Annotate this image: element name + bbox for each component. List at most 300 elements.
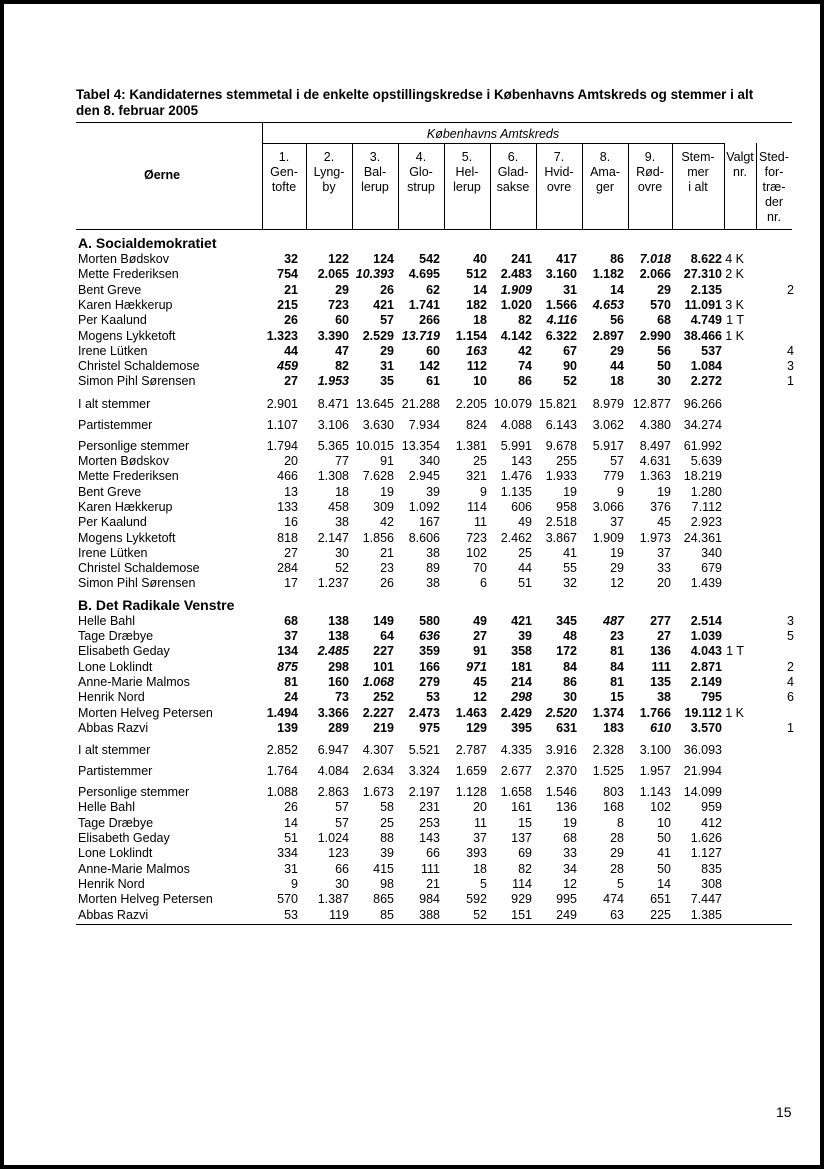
cell-col-2: 3.390 (317, 328, 349, 343)
cell-col-4: 388 (419, 907, 440, 922)
cell-col-7: 33 (563, 846, 577, 861)
cell-col-6: 2.462 (500, 530, 532, 545)
header-bottom-rule (76, 229, 792, 230)
cell-col-2: 2.863 (317, 785, 349, 800)
cell-col-9: 20 (657, 576, 671, 591)
cell-col-7: 172 (556, 644, 577, 659)
cell-col-4: 279 (419, 674, 440, 689)
cell-col-10: 36.093 (683, 743, 722, 758)
cell-col-4: 89 (426, 561, 440, 576)
cell-col-4: 340 (419, 454, 440, 468)
candidate-row (4, 675, 820, 690)
cell-col-2: 2.147 (317, 530, 349, 545)
cell-col-12: 3 (787, 613, 794, 628)
cell-col-10: 61.992 (683, 438, 722, 453)
cell-col-12: 2 (787, 282, 794, 297)
row-label: Simon Pihl Sørensen (78, 576, 196, 591)
cell-col-8: 1.182 (592, 267, 624, 282)
personal-votes-row (4, 546, 820, 561)
cell-col-2: 3.366 (317, 705, 349, 720)
row-label: Helle Bahl (78, 613, 135, 628)
cell-col-10: 2.871 (690, 659, 722, 674)
personal-votes-row (4, 892, 820, 907)
cell-col-1: 875 (277, 659, 298, 674)
cell-col-10: 96.266 (683, 396, 722, 411)
table-bottom-rule (76, 924, 792, 925)
cell-col-3: 252 (373, 690, 394, 705)
cell-col-10: 308 (701, 876, 722, 891)
row-label: Mette Frederiksen (78, 469, 179, 484)
cell-col-2: 138 (328, 629, 349, 643)
column-header-7: ovre (546, 180, 572, 194)
cell-col-7: 31 (563, 282, 577, 297)
cell-col-7: 41 (563, 545, 577, 560)
cell-col-8: 18 (610, 374, 624, 389)
cell-col-8: 29 (610, 343, 624, 358)
party-votes-row (4, 418, 820, 433)
cell-col-4: 542 (419, 252, 440, 266)
cell-col-9: 14 (657, 876, 671, 891)
cell-col-2: 52 (335, 561, 349, 576)
cell-col-1: 466 (277, 469, 298, 484)
cell-col-8: 2.897 (592, 328, 624, 343)
cell-col-1: 81 (284, 674, 298, 689)
cell-col-7: 52 (563, 374, 577, 389)
cell-col-10: 2.135 (690, 282, 722, 297)
row-label: Helle Bahl (78, 800, 135, 815)
cell-col-10: 835 (701, 861, 722, 876)
cell-col-1: 14 (284, 815, 298, 830)
column-header-11: Valgt (726, 150, 754, 164)
row-label-header: Øerne (144, 168, 181, 182)
cell-col-5: 5 (480, 876, 487, 891)
cell-col-1: 133 (277, 499, 298, 514)
cell-col-9: 19 (657, 484, 671, 499)
cell-col-4: 5.521 (408, 743, 440, 758)
cell-col-9: 2.066 (639, 267, 671, 282)
column-header-7: 7. (553, 150, 565, 164)
cell-col-7: 3.160 (545, 267, 577, 282)
column-header-7: Hvid- (544, 165, 574, 179)
cell-col-6: 1.909 (500, 282, 532, 297)
cell-col-6: 2.483 (500, 267, 532, 282)
cell-col-4: 62 (426, 282, 440, 297)
page-number: 15 (776, 1104, 792, 1120)
cell-col-5: 27 (473, 629, 487, 643)
cell-col-8: 23 (610, 629, 624, 643)
cell-col-10: 27.310 (683, 267, 722, 282)
cell-col-10: 1.127 (690, 846, 722, 861)
cell-col-1: 24 (284, 690, 298, 705)
cell-col-10: 21.994 (683, 764, 722, 779)
row-label: I alt stemmer (78, 743, 151, 758)
cell-col-5: 112 (466, 359, 487, 374)
cell-col-11: 3 K (725, 297, 744, 312)
cell-col-1: 1.494 (266, 705, 298, 720)
cell-col-4: 111 (420, 861, 440, 876)
column-header-4: strup (407, 180, 435, 194)
cell-col-7: 1.566 (545, 297, 577, 312)
cell-col-2: 2.065 (317, 267, 349, 282)
cell-col-7: 2.370 (545, 764, 577, 779)
cell-col-11: 1 T (726, 644, 744, 659)
cell-col-9: 41 (657, 846, 671, 861)
cell-col-8: 803 (603, 785, 624, 800)
cell-col-5: 1.128 (455, 785, 487, 800)
cell-col-7: 67 (563, 343, 577, 358)
row-label: Anne-Marie Malmos (78, 674, 190, 689)
column-header-8: ger (595, 180, 615, 194)
cell-col-1: 570 (277, 892, 298, 907)
cell-col-4: 166 (419, 659, 440, 674)
cell-col-2: 8.471 (317, 396, 349, 411)
cell-col-8: 8 (617, 815, 624, 830)
cell-col-12: 2 (787, 659, 794, 674)
cell-col-3: 13.645 (355, 396, 394, 411)
cell-col-3: 421 (373, 297, 394, 312)
cell-col-7: 12 (563, 876, 577, 891)
cell-col-3: 124 (373, 252, 394, 266)
cell-col-12: 1 (787, 720, 794, 735)
cell-col-10: 38.466 (683, 328, 722, 343)
column-header-3: lerup (361, 180, 389, 194)
cell-col-6: 181 (511, 659, 532, 674)
cell-col-2: 82 (335, 359, 349, 374)
cell-col-7: 249 (556, 907, 577, 922)
cell-col-10: 1.385 (690, 907, 722, 922)
cell-col-5: 971 (466, 659, 487, 674)
header-top-rule (76, 122, 792, 123)
cell-col-3: 25 (380, 815, 394, 830)
cell-col-9: 38 (657, 690, 671, 705)
cell-col-8: 1.374 (592, 705, 624, 720)
personal-votes-row (4, 561, 820, 576)
cell-col-10: 1.280 (690, 484, 722, 499)
cell-col-9: 33 (657, 561, 671, 576)
cell-col-7: 6.143 (545, 417, 577, 432)
row-label: Partistemmer (78, 417, 153, 432)
cell-col-10: 19.112 (684, 705, 722, 720)
row-label: Lone Loklindt (78, 846, 153, 861)
cell-col-1: 27 (284, 374, 298, 389)
cell-col-2: 458 (328, 499, 349, 514)
candidate-row (4, 629, 820, 644)
cell-col-6: 69 (518, 846, 532, 861)
cell-col-1: 139 (277, 720, 298, 735)
cell-col-5: 592 (466, 892, 487, 907)
cell-col-10: 2.514 (690, 613, 722, 628)
cell-col-9: 4.631 (639, 454, 671, 468)
cell-col-5: 723 (466, 530, 487, 545)
cell-col-8: 5.917 (592, 438, 624, 453)
personal-votes-row (4, 469, 820, 484)
cell-col-7: 995 (556, 892, 577, 907)
column-header-9: ovre (637, 180, 663, 194)
cell-col-8: 779 (603, 469, 624, 484)
cell-col-5: 11 (474, 515, 487, 530)
column-header-11: nr. (733, 165, 747, 179)
cell-col-7: 34 (563, 861, 577, 876)
cell-col-1: 31 (284, 861, 298, 876)
cell-col-3: 309 (373, 499, 394, 514)
cell-col-2: 138 (328, 613, 349, 628)
row-label: Elisabeth Geday (78, 831, 170, 845)
cell-col-9: 3.100 (639, 743, 671, 758)
cell-col-1: 1.764 (266, 764, 298, 779)
total-row (4, 397, 820, 412)
cell-col-4: 13.719 (401, 328, 440, 343)
row-label: Christel Schaldemose (78, 359, 200, 374)
cell-col-10: 34.274 (683, 417, 722, 432)
cell-col-8: 5 (617, 876, 624, 891)
cell-col-12: 4 (787, 343, 794, 358)
personal-votes-row (4, 576, 820, 591)
cell-col-9: 27 (657, 629, 671, 643)
cell-col-7: 90 (563, 359, 577, 374)
cell-col-10: 959 (701, 800, 722, 815)
cell-col-7: 19 (563, 484, 577, 499)
cell-col-5: 163 (466, 343, 487, 358)
cell-col-9: 1.957 (639, 764, 671, 779)
personal-votes-row (4, 862, 820, 877)
cell-col-7: 345 (556, 613, 577, 628)
column-header-4: 4. (415, 150, 427, 164)
cell-col-10: 5.639 (690, 454, 722, 468)
cell-col-5: 9 (480, 484, 487, 499)
column-header-9: Rød- (636, 165, 664, 179)
row-label: Morten Helveg Petersen (78, 705, 213, 720)
row-label: Abbas Razvi (78, 907, 149, 922)
cell-col-6: 2.429 (500, 705, 532, 720)
cell-col-6: 10.079 (493, 396, 532, 411)
column-header-10: mer (687, 165, 709, 179)
cell-col-4: 1.741 (408, 297, 440, 312)
cell-col-9: 277 (650, 613, 671, 628)
cell-col-3: 85 (380, 907, 394, 922)
party-votes-row (4, 764, 820, 779)
cell-col-8: 29 (610, 561, 624, 576)
cell-col-1: 68 (284, 613, 298, 628)
cell-col-1: 1.088 (266, 785, 298, 800)
personal-votes-row (4, 831, 820, 846)
row-label: Christel Schaldemose (78, 561, 200, 576)
candidate-row (4, 721, 820, 736)
cell-col-7: 4.116 (546, 313, 577, 328)
cell-col-3: 219 (373, 720, 394, 735)
cell-col-11: 4 K (725, 252, 744, 266)
cell-col-3: 865 (373, 892, 394, 907)
cell-col-12: 1 (787, 374, 794, 389)
candidate-row (4, 313, 820, 328)
cell-col-6: 42 (518, 343, 532, 358)
cell-col-3: 149 (373, 613, 394, 628)
personal-votes-row (4, 515, 820, 530)
cell-col-6: 74 (518, 359, 532, 374)
cell-col-9: 651 (650, 892, 671, 907)
column-header-2: 2. (323, 150, 335, 164)
cell-col-2: 1.308 (317, 469, 349, 484)
cell-col-1: 754 (277, 267, 298, 282)
cell-col-2: 4.084 (317, 764, 349, 779)
cell-col-2: 47 (335, 343, 349, 358)
cell-col-12: 4 (787, 674, 794, 689)
cell-col-3: 7.628 (362, 469, 394, 484)
cell-col-2: 73 (335, 690, 349, 705)
row-label: Morten Bødskov (78, 252, 170, 266)
cell-col-5: 18 (473, 313, 487, 328)
cell-col-4: 38 (426, 545, 440, 560)
cell-col-5: 129 (466, 720, 487, 735)
cell-col-10: 14.099 (683, 785, 722, 800)
cell-col-7: 6.322 (545, 328, 577, 343)
cell-col-4: 975 (419, 720, 440, 735)
cell-col-2: 289 (328, 720, 349, 735)
cell-col-3: 35 (380, 374, 394, 389)
cell-col-10: 24.361 (683, 530, 722, 545)
cell-col-10: 1.084 (690, 359, 722, 374)
cell-col-8: 4.653 (592, 297, 624, 312)
cell-col-7: 417 (556, 252, 577, 266)
cell-col-3: 1.673 (362, 785, 394, 800)
row-label: Anne-Marie Malmos (78, 861, 190, 876)
cell-col-9: 29 (657, 282, 671, 297)
cell-col-2: 29 (335, 282, 349, 297)
cell-col-8: 81 (610, 674, 624, 689)
row-label: Tage Dræbye (78, 815, 154, 830)
cell-col-9: 102 (650, 800, 671, 815)
cell-col-2: 66 (335, 861, 349, 876)
cell-col-6: 2.677 (500, 764, 532, 779)
cell-col-6: 606 (511, 499, 532, 514)
cell-col-10: 2.272 (690, 374, 722, 389)
cell-col-10: 412 (701, 815, 722, 830)
cell-col-8: 183 (603, 720, 624, 735)
cell-col-3: 39 (380, 846, 394, 861)
row-label: Abbas Razvi (78, 720, 149, 735)
row-label: Henrik Nord (78, 690, 145, 705)
cell-col-10: 4.749 (690, 313, 722, 328)
cell-col-12: 3 (787, 359, 794, 374)
cell-col-3: 10.393 (355, 267, 394, 282)
cell-col-12: 6 (787, 690, 794, 705)
cell-col-5: 37 (473, 831, 487, 845)
cell-col-7: 3.916 (545, 743, 577, 758)
cell-col-7: 19 (563, 815, 577, 830)
cell-col-3: 57 (380, 313, 394, 328)
cell-col-3: 227 (373, 644, 394, 659)
cell-col-9: 376 (650, 499, 671, 514)
cell-col-2: 6.947 (317, 743, 349, 758)
cell-col-7: 1.546 (545, 785, 577, 800)
row-label: Lone Loklindt (78, 659, 153, 674)
cell-col-9: 570 (650, 297, 671, 312)
cell-col-7: 255 (556, 454, 577, 468)
cell-col-4: 2.197 (408, 785, 440, 800)
cell-col-7: 86 (563, 674, 577, 689)
cell-col-6: 395 (511, 720, 532, 735)
cell-col-5: 25 (473, 454, 487, 468)
cell-col-8: 84 (610, 659, 624, 674)
cell-col-4: 13.354 (401, 438, 440, 453)
cell-col-8: 1.525 (592, 764, 624, 779)
cell-col-9: 45 (657, 515, 671, 530)
cell-col-8: 86 (610, 252, 624, 266)
candidate-row (4, 614, 820, 629)
cell-col-7: 3.867 (545, 530, 577, 545)
cell-col-10: 2.149 (690, 674, 722, 689)
personal-votes-row (4, 439, 820, 454)
cell-col-9: 56 (657, 343, 671, 358)
row-label: Irene Lütken (78, 343, 148, 358)
column-header-5: 5. (461, 150, 473, 164)
cell-col-4: 359 (419, 644, 440, 659)
cell-col-1: 51 (284, 831, 298, 845)
cell-col-5: 12 (473, 690, 487, 705)
row-label: Mogens Lykketoft (78, 530, 176, 545)
personal-votes-row (4, 785, 820, 800)
row-label: Mette Frederiksen (78, 267, 179, 282)
cell-col-9: 50 (657, 861, 671, 876)
cell-col-10: 7.447 (690, 892, 722, 907)
cell-col-8: 2.328 (592, 743, 624, 758)
cell-col-9: 50 (657, 831, 671, 845)
cell-col-8: 44 (610, 359, 624, 374)
cell-col-1: 26 (284, 800, 298, 815)
row-label: Karen Hækkerup (78, 297, 173, 312)
cell-col-8: 28 (610, 831, 624, 845)
row-label: Personlige stemmer (78, 438, 190, 453)
column-header-2: by (322, 180, 336, 194)
cell-col-10: 2.923 (690, 515, 722, 530)
cell-col-1: 53 (284, 907, 298, 922)
cell-col-3: 26 (380, 576, 394, 591)
column-header-4: Glo- (409, 165, 433, 179)
cell-col-2: 60 (335, 313, 349, 328)
cell-col-4: 1.092 (408, 499, 440, 514)
cell-col-6: 49 (518, 515, 532, 530)
cell-col-6: 5.991 (500, 438, 532, 453)
column-header-3: 3. (369, 150, 381, 164)
column-header-6: Glad- (497, 165, 529, 179)
cell-col-5: 11 (474, 815, 487, 830)
cell-col-6: 151 (511, 907, 532, 922)
cell-col-9: 1.766 (639, 705, 671, 720)
cell-col-4: 142 (419, 359, 440, 374)
candidate-row (4, 706, 820, 721)
column-header-12: for- (764, 165, 784, 179)
cell-col-4: 266 (419, 313, 440, 328)
cell-col-5: 49 (473, 613, 487, 628)
column-header-10: Stem- (681, 150, 715, 164)
cell-col-3: 64 (380, 629, 394, 643)
cell-col-3: 98 (380, 876, 394, 891)
cell-col-9: 12.877 (632, 396, 671, 411)
cell-col-3: 58 (380, 800, 394, 815)
cell-col-11: 1 T (726, 313, 744, 328)
cell-col-9: 225 (650, 907, 671, 922)
cell-col-6: 1.476 (500, 469, 532, 484)
personal-votes-row (4, 454, 820, 469)
cell-col-5: 1.659 (455, 764, 487, 779)
cell-col-9: 136 (650, 644, 671, 659)
section-title: A. Socialdemokratiet (78, 235, 217, 251)
cell-col-4: 2.473 (408, 705, 440, 720)
cell-col-10: 795 (701, 690, 722, 705)
cell-col-6: 44 (518, 561, 532, 576)
cell-col-1: 284 (277, 561, 298, 576)
cell-col-9: 37 (657, 545, 671, 560)
cell-col-9: 1.363 (639, 469, 671, 484)
